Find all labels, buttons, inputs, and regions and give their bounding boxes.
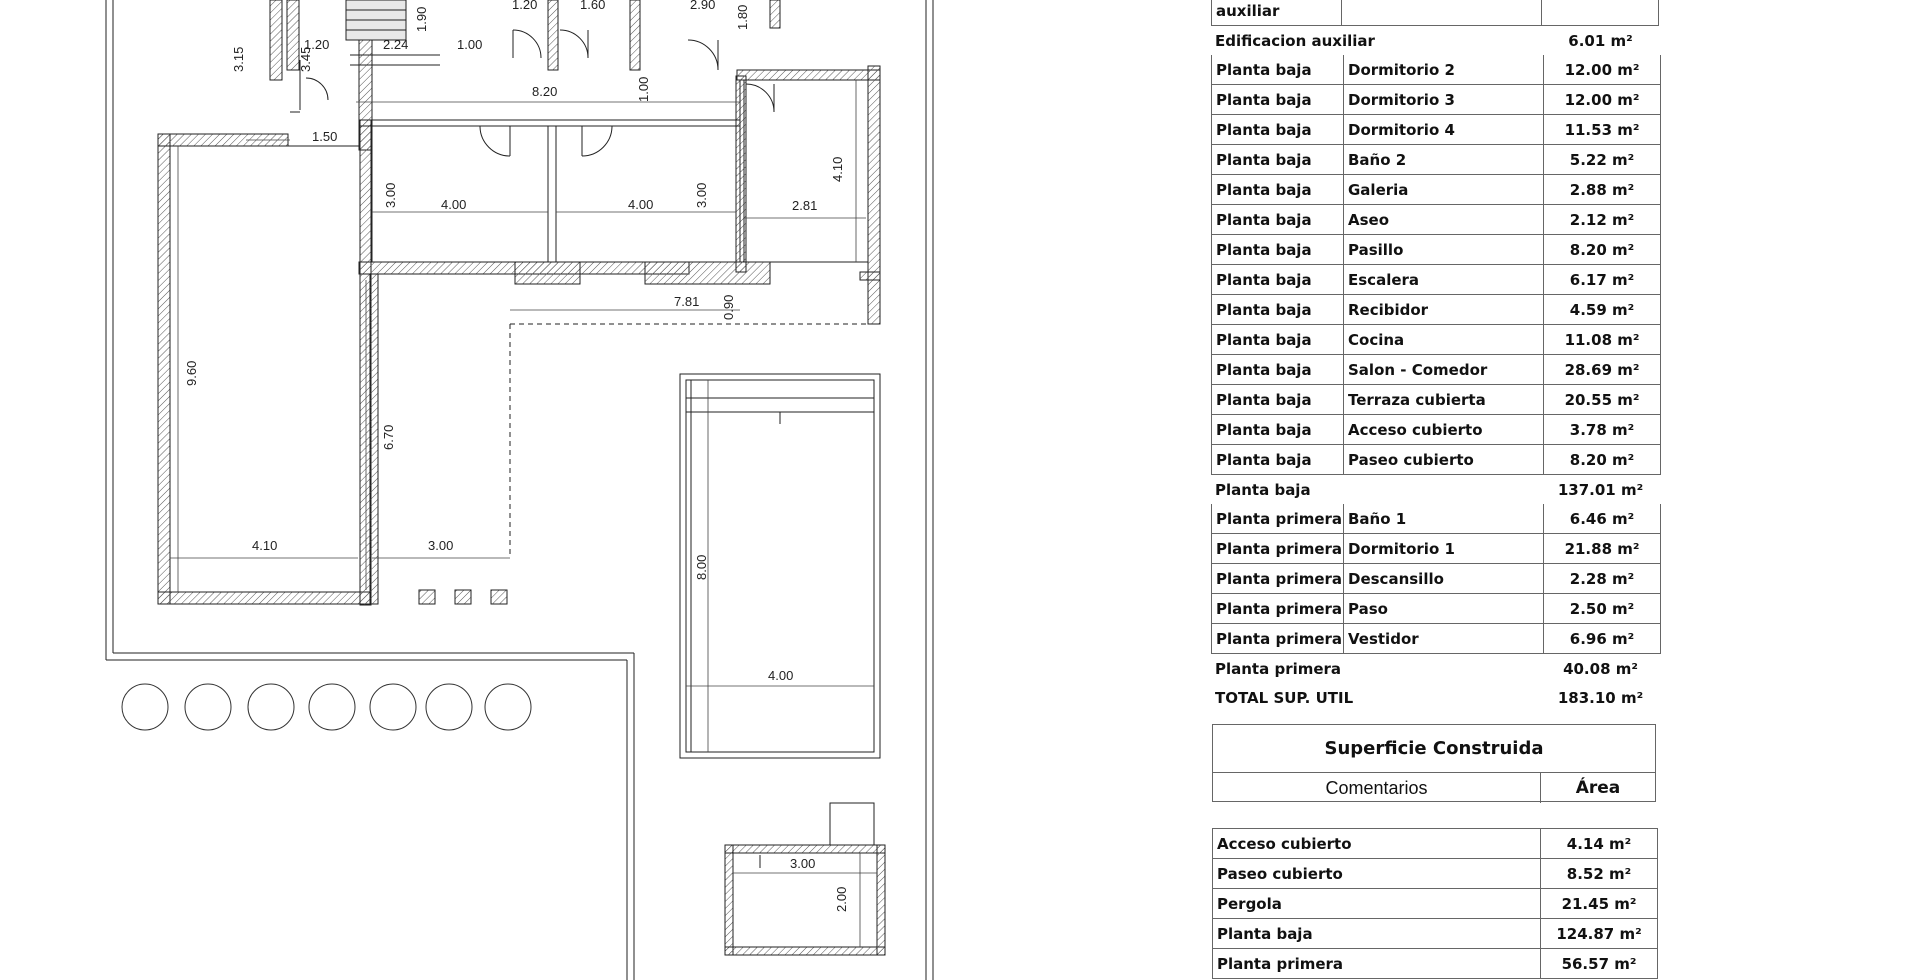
floor-cell: Planta baja [1216,330,1312,349]
area-cell: 6.96 m² [1543,624,1660,653]
label-cell: Planta primera [1217,954,1344,973]
room-cell: Baño 1 [1343,504,1543,533]
table-row [1211,325,1661,355]
area-cell: 6.01 m² [1568,31,1633,50]
floor-cell: Planta baja [1216,210,1312,229]
floor-cell: Planta baja [1216,240,1312,259]
area-cell: 21.45 m² [1540,889,1657,918]
dim-label: 8.00 [694,554,709,580]
dim-label: 1.50 [312,129,338,144]
tree-icon [370,684,416,730]
dim-label: 3.15 [231,46,246,72]
table-row [1212,828,1658,859]
area-cell: 2.50 m² [1543,594,1660,623]
dim-label: 7.81 [674,294,700,309]
table-row [1211,683,1661,712]
floor-cell: Planta primera [1216,629,1343,648]
dim-label: 1.20 [512,0,538,12]
floor-cell: Planta baja [1216,420,1312,439]
room-cell: Acceso cubierto [1343,415,1543,444]
floor-cell: Planta baja [1216,390,1312,409]
area-cell: 11.53 m² [1543,115,1660,144]
dim-label: 4.00 [768,668,794,683]
floor-cell: Planta baja [1216,270,1312,289]
tree-icon [485,684,531,730]
area-cell [1542,0,1659,26]
table-row [1212,949,1658,979]
area-cell: 124.87 m² [1540,919,1657,948]
label-cell: Acceso cubierto [1217,834,1352,853]
table-row [1211,295,1661,325]
area-cell: 5.22 m² [1543,145,1660,174]
table-row [1212,889,1658,919]
room-cell: Pasillo [1343,235,1543,264]
floor-cell: Planta primera [1216,539,1343,558]
tree-icon [185,684,231,730]
dim-label: 1.80 [735,4,750,30]
floor-cell: Planta baja [1215,480,1311,499]
area-cell: 8.52 m² [1540,859,1657,888]
tree-icon [426,684,472,730]
floor-cell: Planta baja [1216,60,1312,79]
floor-cell: Planta baja [1216,180,1312,199]
floor-cell: Planta baja [1216,150,1312,169]
dim-label: 2.90 [690,0,716,12]
area-cell: 6.17 m² [1543,265,1660,294]
dim-label: 3.00 [383,182,398,208]
area-cell: 137.01 m² [1557,480,1644,499]
table-row [1211,654,1661,683]
table-title: Superficie Construida [1213,725,1655,773]
room-cell: Escalera [1343,265,1543,294]
room-cell: Salon - Comedor [1343,355,1543,384]
table-row [1211,385,1661,415]
dim-label: 4.10 [830,156,845,182]
area-cell: 2.12 m² [1543,205,1660,234]
room-cell: Dormitorio 1 [1343,534,1543,563]
dim-label: 1.60 [580,0,606,12]
dim-label: 1.20 [304,37,330,52]
floor-cell: Planta baja [1216,360,1312,379]
room-cell: Aseo [1343,205,1543,234]
table-row [1211,205,1661,235]
area-cell: 6.46 m² [1543,504,1660,533]
table-row [1211,624,1661,654]
room-cell: Descansillo [1343,564,1543,593]
area-cell: 183.10 m² [1557,688,1644,707]
table-row [1211,0,1661,26]
area-cell: 8.20 m² [1543,445,1660,474]
util-rows [1211,26,1661,712]
comentarios-header: Comentarios [1213,773,1541,803]
floor-cell: auxiliar [1211,0,1342,26]
floor-cell: Planta primera [1216,509,1343,528]
dim-label: 2.24 [383,37,409,52]
room-cell: Galeria [1343,175,1543,204]
superficie-util-table [1211,0,1661,712]
room-cell: Terraza cubierta [1343,385,1543,414]
table-row [1211,504,1661,534]
tree-icon [122,684,168,730]
dim-label: 1.00 [457,37,483,52]
room-cell: Dormitorio 3 [1343,85,1543,114]
table-row [1211,175,1661,205]
table-row [1211,265,1661,295]
floor-cell: Planta primera [1216,569,1343,588]
room-cell: Cocina [1343,325,1543,354]
dim-label: 2.00 [834,886,849,912]
table-row [1211,145,1661,175]
label-cell: Planta baja [1217,924,1313,943]
floor-plan [0,0,940,980]
tree-icon [309,684,355,730]
dim-label: 3.00 [790,856,816,871]
area-cell: 11.08 m² [1543,325,1660,354]
superficie-construida-table [1212,828,1658,979]
dim-label: 4.00 [628,197,654,212]
dim-label: 3.00 [428,538,454,553]
table-row [1211,355,1661,385]
area-cell: 12.00 m² [1543,55,1660,84]
table-row [1211,115,1661,145]
floor-cell: Planta primera [1215,659,1342,678]
walls [158,0,885,955]
dim-label: 1.00 [636,76,651,102]
dim-label: 4.00 [441,197,467,212]
area-cell: 4.14 m² [1540,829,1657,858]
dim-label: 8.20 [532,84,558,99]
table-row [1211,564,1661,594]
table-row [1211,445,1661,475]
room-cell [1342,0,1542,26]
table-row [1211,475,1661,504]
area-cell: 12.00 m² [1543,85,1660,114]
area-cell: 40.08 m² [1563,659,1638,678]
table-row [1212,919,1658,949]
table-row [1211,534,1661,564]
area-cell: 8.20 m² [1543,235,1660,264]
area-cell: 2.28 m² [1543,564,1660,593]
room-cell: Vestidor [1343,624,1543,653]
room-cell: Dormitorio 2 [1343,55,1543,84]
table-row [1211,594,1661,624]
area-cell: 28.69 m² [1543,355,1660,384]
area-cell: 20.55 m² [1543,385,1660,414]
floor-cell: Planta baja [1216,120,1312,139]
label-cell: Paseo cubierto [1217,864,1343,883]
area-cell: 3.78 m² [1543,415,1660,444]
table-row [1211,235,1661,265]
room-cell: Recibidor [1343,295,1543,324]
room-cell: Dormitorio 4 [1343,115,1543,144]
dim-label: 9.60 [184,360,199,386]
dim-label: 3.00 [694,182,709,208]
dim-label: 2.81 [792,198,818,213]
floor-cell: Planta baja [1216,300,1312,319]
dim-label: 1.90 [414,6,429,32]
trees [122,684,531,730]
room-cell: Baño 2 [1343,145,1543,174]
table-row [1211,85,1661,115]
table-row [1211,26,1661,55]
table-row [1212,859,1658,889]
label-cell: Pergola [1217,894,1282,913]
dim-label: 0.90 [721,294,736,320]
area-cell: 2.88 m² [1543,175,1660,204]
area-cell: 56.57 m² [1540,949,1657,978]
pool [680,374,880,758]
floor-cell: Edificacion auxiliar [1215,31,1375,50]
area-cell: 21.88 m² [1543,534,1660,563]
table-row [1211,415,1661,445]
area-cell: 4.59 m² [1543,295,1660,324]
room-cell: Paso [1343,594,1543,623]
floor-cell: Planta baja [1216,90,1312,109]
tree-icon [248,684,294,730]
floor-cell: TOTAL SUP. UTIL [1215,688,1354,707]
dim-label: 3.45 [298,46,313,72]
table-row [1211,55,1661,85]
dim-label: 4.10 [252,538,278,553]
superficie-construida-header [1212,724,1656,802]
area-header: Área [1575,778,1621,798]
floor-cell: Planta primera [1216,599,1343,618]
dim-label: 6.70 [381,424,396,450]
room-cell: Paseo cubierto [1343,445,1543,474]
floor-cell: Planta baja [1216,450,1312,469]
